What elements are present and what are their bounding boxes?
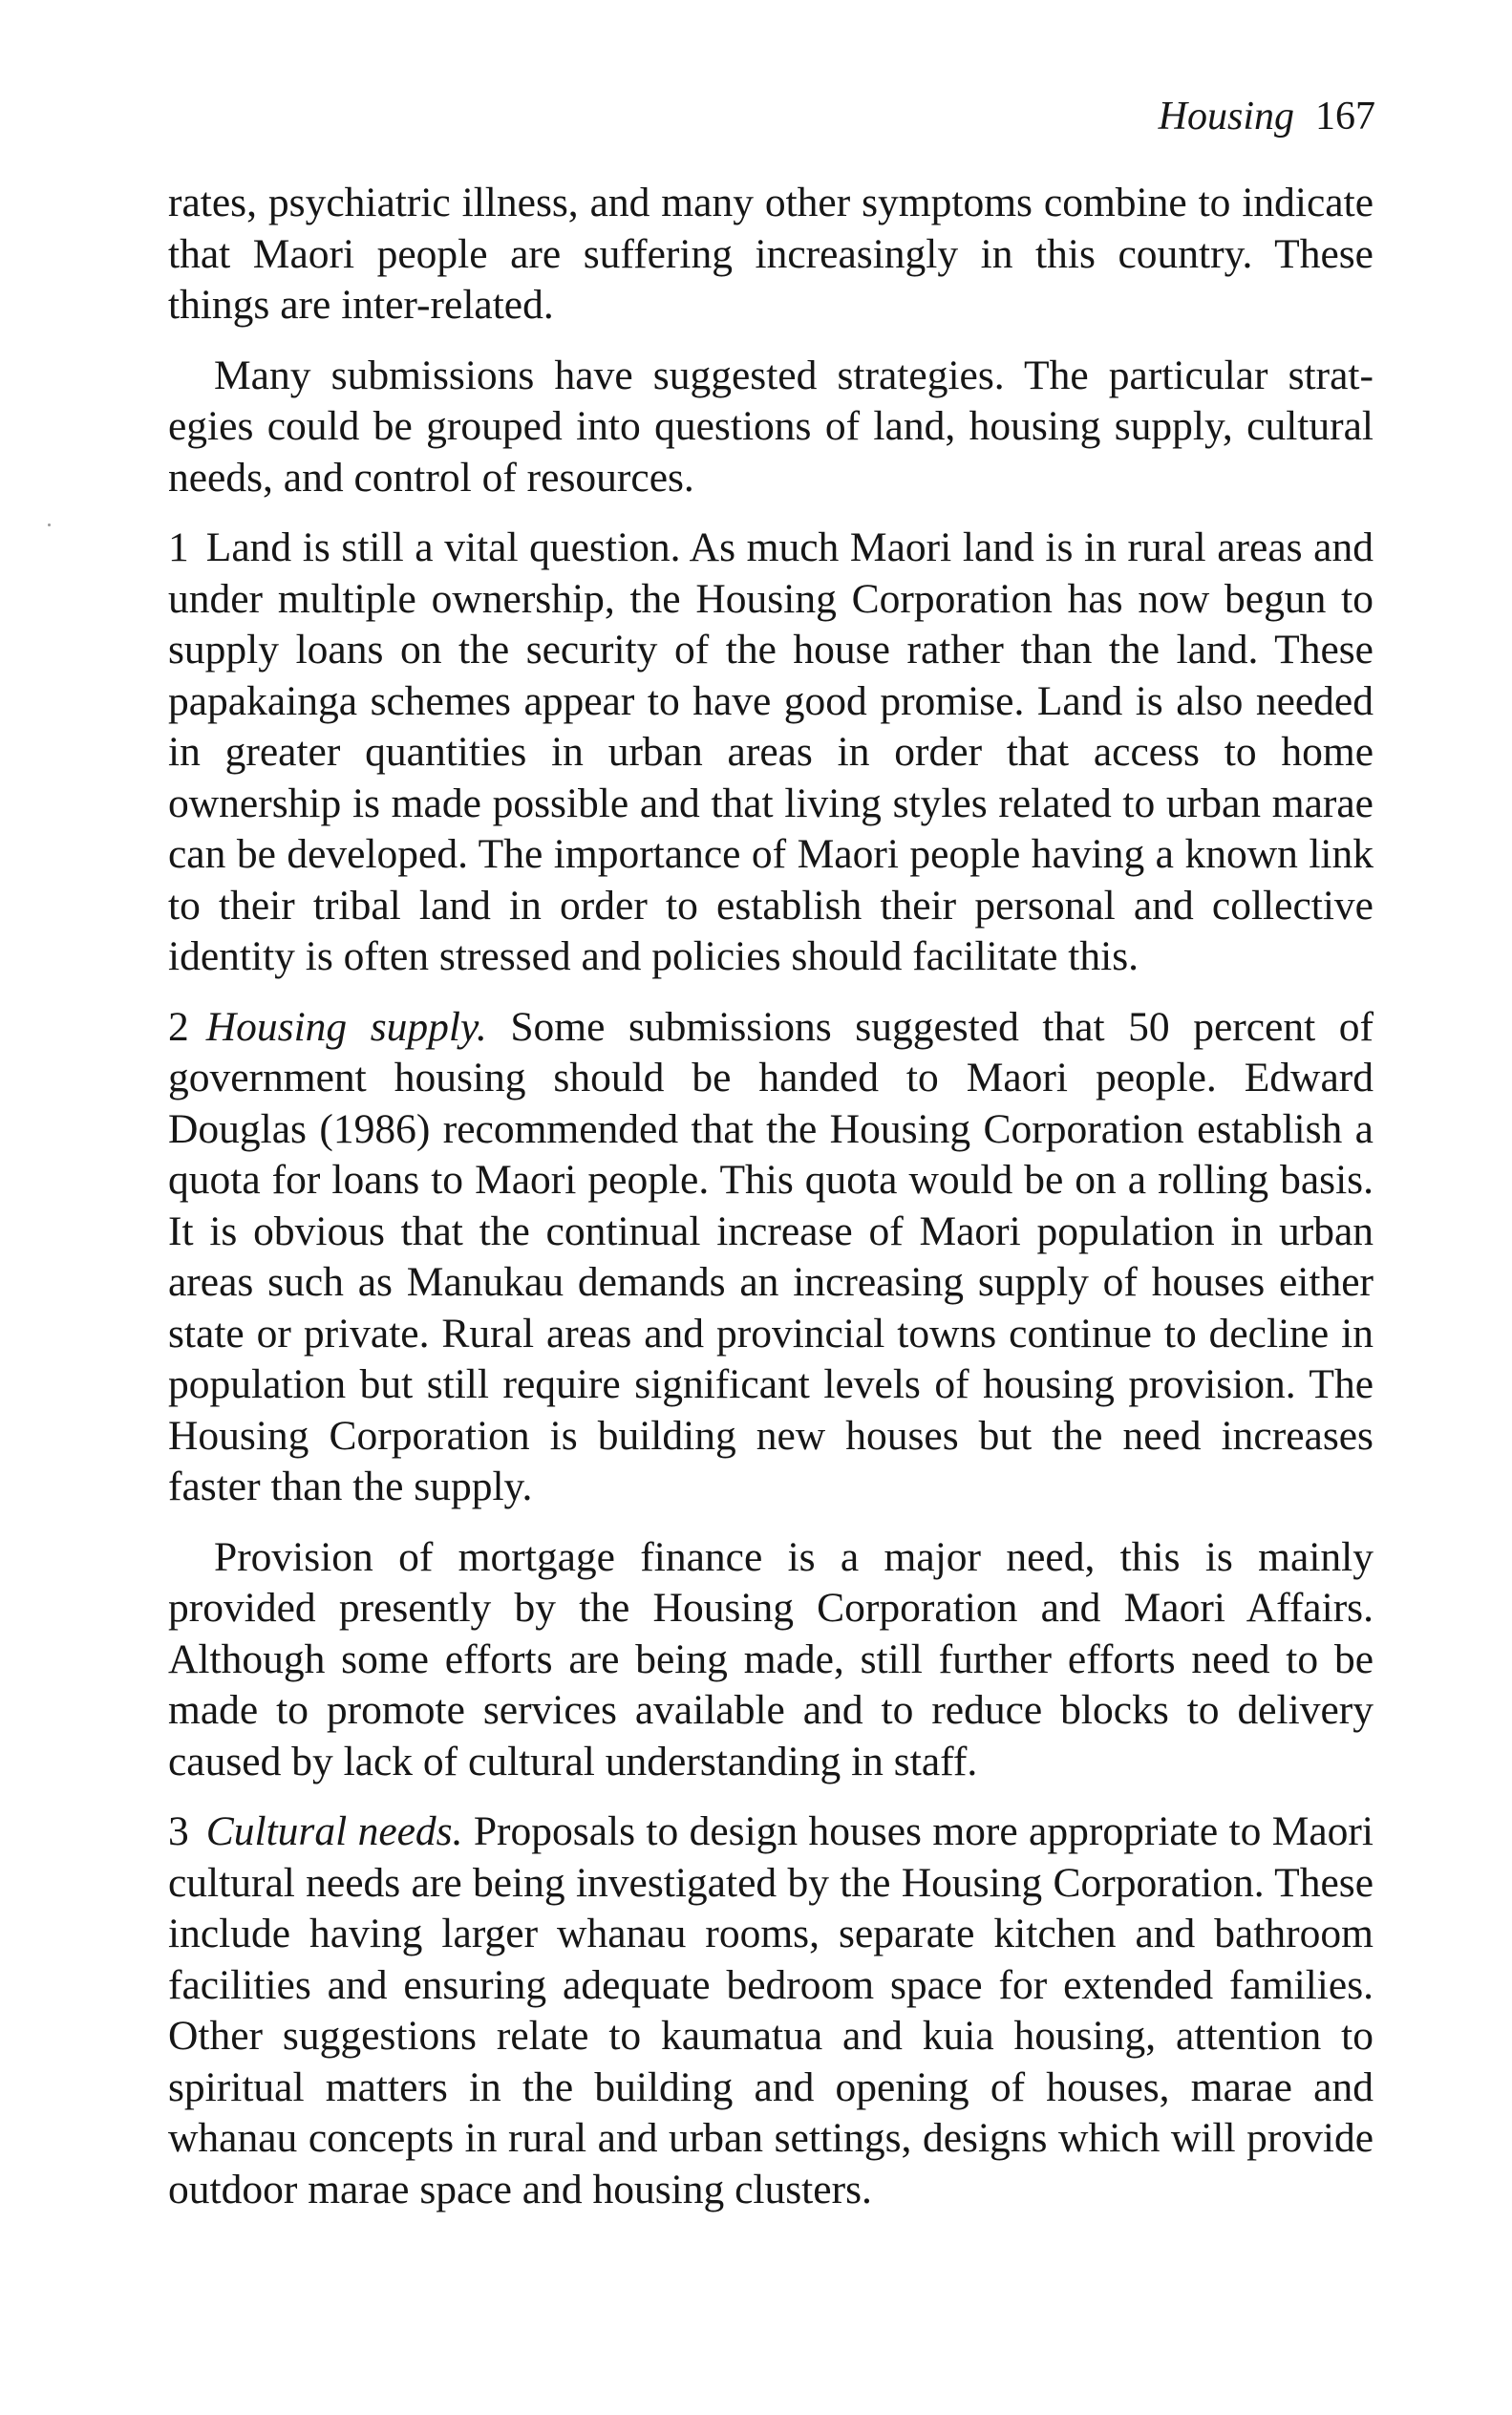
item-number: 2 <box>168 1003 189 1050</box>
paragraph-text: Land is still a vital question. As much Maori land is in rural areas and under multiple ownership, the Housing Corporation has now begun to supply loans on the security of the house rather than the land. These papakainga schemes appear to have good promise. Land is also needed in greater quantities in urban areas in order that access to home ownership is made possible and that living styles related to urban marae can be developed. The importance of Maori people having a known link to their tribal land in order to establish their personal and collective identity is often stressed and policies should facilitate this. <box>168 524 1374 979</box>
paragraph-strategies: Many submissions have suggested strategies. The particular strategies could be grouped into questions of land, housing supply, cultural needs, and control of resources. <box>168 352 1374 501</box>
page-number: 167 <box>1315 95 1375 139</box>
paragraph-text: Some submissions suggested that 50 percent of government housing should be handed to Maori people. Edward Douglas (1986) recommended that the Housing Corporation establish a quota for loans to Maori people. This quota would be on a rolling basis. It is obvious that the continual increase of Maori population in urban areas such as Manukau demands an increasing supply of houses either state or private. Rural areas and provincial towns continue to decline in population but still require significant levels of housing provision. The Housing Corporation is building new houses but the need increases faster than the supply. <box>168 1003 1374 1509</box>
running-head <box>1159 92 1375 141</box>
running-head-section-title: Housing <box>1158 95 1294 139</box>
paragraph-symptoms: rates, psychiatric illness, and many other symptoms combine to indicate that Maori people are suffering increasingly in this country. These things are inter-related. <box>168 180 1374 328</box>
body-text <box>168 178 1374 2234</box>
paragraph-text: Proposals to design houses more appropriate to Maori cultural needs are being investigated by the Housing Corporation. These include having larger whanau rooms, separate kitchen and bathroom facilities and ensuring adequate bedroom space for extended families. Other suggestions relate to kaumatua and kuia housing, attention to spiritual matters in the building and opening of houses, marae and whanau concepts in rural and urban settings, designs which will provide outdoor marae space and housing clusters. <box>168 1808 1374 2212</box>
paragraph-mortgage-finance: Provision of mortgage finance is a major need, this is mainly provided presently by the Housing Corporation and Maori Affairs. Although some efforts are being made, still further efforts need to be made to promote services available and to reduce blocks to delivery caused by lack of cultural understanding in staff. <box>168 1533 1374 1785</box>
item-number: 1 <box>168 524 189 570</box>
item-number: 3 <box>168 1808 189 1854</box>
run-in-heading: Cultural needs. <box>205 1808 463 1854</box>
scan-speck <box>48 524 51 526</box>
paragraph-cultural-needs <box>168 1806 1374 2215</box>
paragraph-housing-supply <box>168 1002 1374 1513</box>
paragraph-land <box>168 523 1374 983</box>
run-in-heading: Housing supply. <box>205 1003 487 1050</box>
